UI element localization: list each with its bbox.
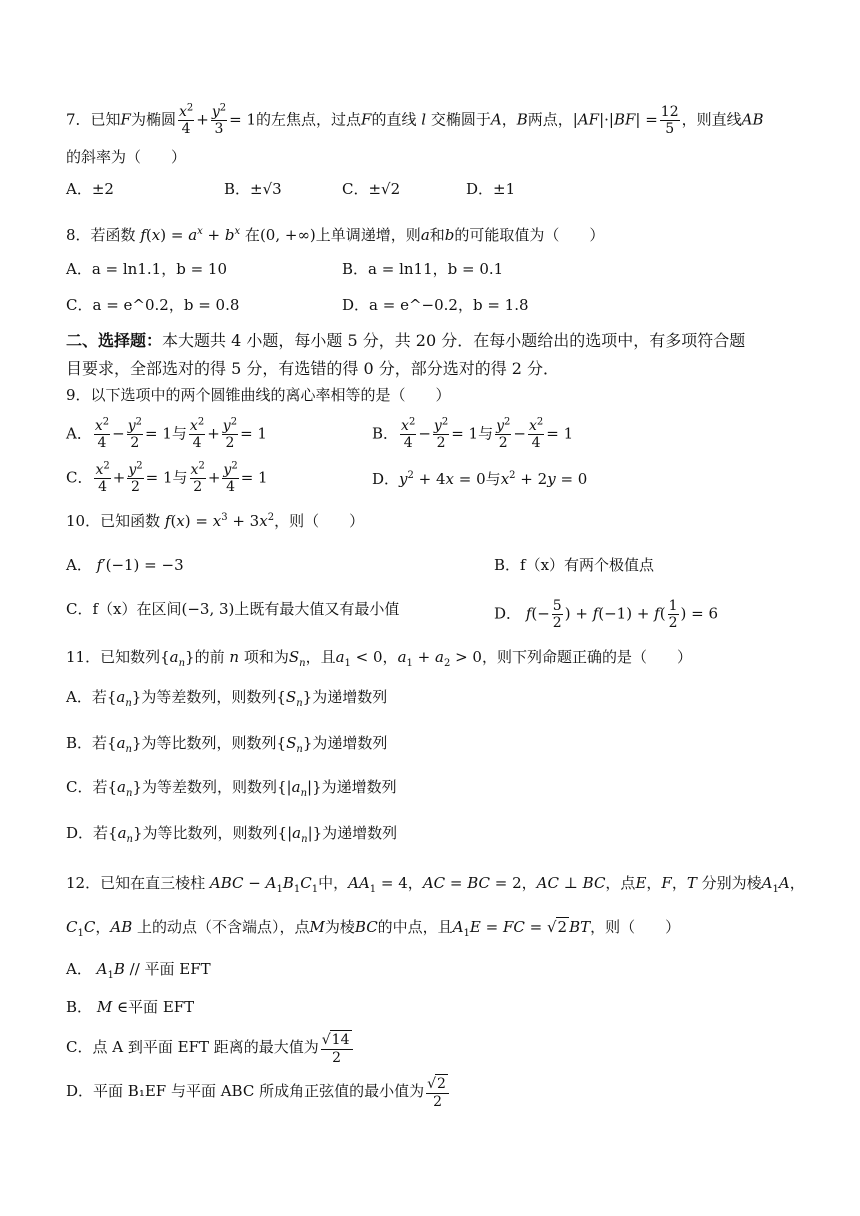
q9-stem: 9．以下选项中的两个圆锥曲线的离心率相等的是（ ） — [66, 386, 451, 404]
q9-option-a: A． $\frac{x^2}{4}$ − $\frac{y^2}{2}$ = 1与 $\frac{x^2}{4}$ + $\frac{y^2}{2}$ = 1 — [66, 416, 267, 451]
q11-option-a: A．若$\{a_n\}$为等差数列，则数列$\{S_n\}$为递增数列 — [66, 688, 388, 709]
q10-option-b: B．f（x）有两个极值点 — [494, 556, 655, 574]
q7-option-b: B．±√3 — [224, 180, 282, 198]
q10-option-a: A． f′(−1) = −3 — [66, 556, 184, 574]
q12-option-a: A． $A_1B$ // 平面 EFT — [66, 960, 211, 981]
q8-option-b: B．a = ln11，b = 0.1 — [342, 260, 504, 278]
q9-option-d: D．$y^2 + 4x = 0$与$x^2 + 2y = 0$ — [372, 470, 588, 488]
q12-option-b: B． M ∈平面 EFT — [66, 998, 195, 1016]
q11-option-b: B．若$\{a_n\}$为等比数列，则数列$\{S_n\}$为递增数列 — [66, 734, 388, 755]
q12-stem-cont: $C_1C$，AB 上的动点（不含端点），点M为棱BC的中点，且$A_1E$ = FC = √2 BT，则（ ） — [66, 918, 681, 939]
q7-stem: 7．已知F为椭圆 $\frac{x^2}{4}$ + $\frac{y^2}{3}$ = 1的左焦点，过点F的直线 l 交椭圆于A，B两点，|AF|·|BF| = $\frac{12}{5}$ ，则直线AB — [66, 102, 764, 137]
section-text-1: 本大题共 4 小题，每小题 5 分，共 20 分．在每小题给出的选项中，有多项符合题 — [162, 331, 746, 350]
q12-option-d: D．平面 B₁EF 与平面 ABC 所成角正弦值的最小值为 $\frac{√2}{2}$ — [66, 1074, 451, 1110]
q7-stem-cont: 的斜率为（ ） — [66, 148, 187, 166]
q11-option-d: D．若$\{a_n\}$为等比数列，则数列$\{|a_n|\}$为递增数列 — [66, 824, 398, 845]
q8-option-d: D．a = e^−0.2，b = 1.8 — [342, 296, 529, 314]
q10-option-c: C．f（x）在区间(−3, 3)上既有最大值又有最小值 — [66, 600, 400, 618]
section-heading-cont: 目要求，全部选对的得 5 分，有选错的得 0 分，部分选对的得 2 分． — [66, 359, 560, 378]
q10-option-d: D． f(− $\frac{5}{2}$ ) + f(−1) + f( $\frac{1}{2}$ ) = 6 — [494, 598, 719, 631]
q8-stem: 8．若函数 $f(x) = a^x + b^x$ 在(0, +∞)上单调递增，则a和b的可能取值为（ ） — [66, 226, 605, 244]
section-heading — [66, 326, 860, 356]
q8-option-a: A．a = ln1.1，b = 10 — [66, 260, 227, 278]
q12-option-c: C．点 A 到平面 EFT 距离的最大值为 $\frac{√14}{2}$ — [66, 1030, 355, 1066]
q10-stem: 10．已知函数 $f(x) = x^3 + 3x^2$，则（ ） — [66, 512, 365, 530]
q9-option-b: B． $\frac{x^2}{4}$ − $\frac{y^2}{2}$ = 1与 $\frac{y^2}{2}$ − $\frac{x^2}{4}$ = 1 — [372, 416, 574, 451]
q7-option-d: D．±1 — [466, 180, 516, 198]
q7-option-a: A．±2 — [66, 180, 114, 198]
section-title: 二、选择题： — [66, 331, 163, 350]
q12-stem: 12．已知在直三棱柱 ABC − $A_1B_1C_1$中，$AA_1 = 4$，AC = BC = 2，AC ⊥ BC，点E，F，T 分别为棱$A_1A$， — [66, 874, 805, 895]
q11-option-c: C．若$\{a_n\}$为等差数列，则数列$\{|a_n|\}$为递增数列 — [66, 778, 397, 799]
q9-option-c: C． $\frac{x^2}{4}$ + $\frac{y^2}{2}$ = 1与 $\frac{x^2}{2}$ + $\frac{y^2}{4}$ = 1 — [66, 460, 268, 495]
q11-stem: 11．已知数列$\{a_n\}$的前 n 项和为$S_n$，且$a_1 < 0$，$a_1 + a_2 > 0$，则下列命题正确的是（ ） — [66, 648, 692, 669]
q8-option-c: C．a = e^0.2，b = 0.8 — [66, 296, 240, 314]
q7-option-c: C．±√2 — [342, 180, 401, 198]
